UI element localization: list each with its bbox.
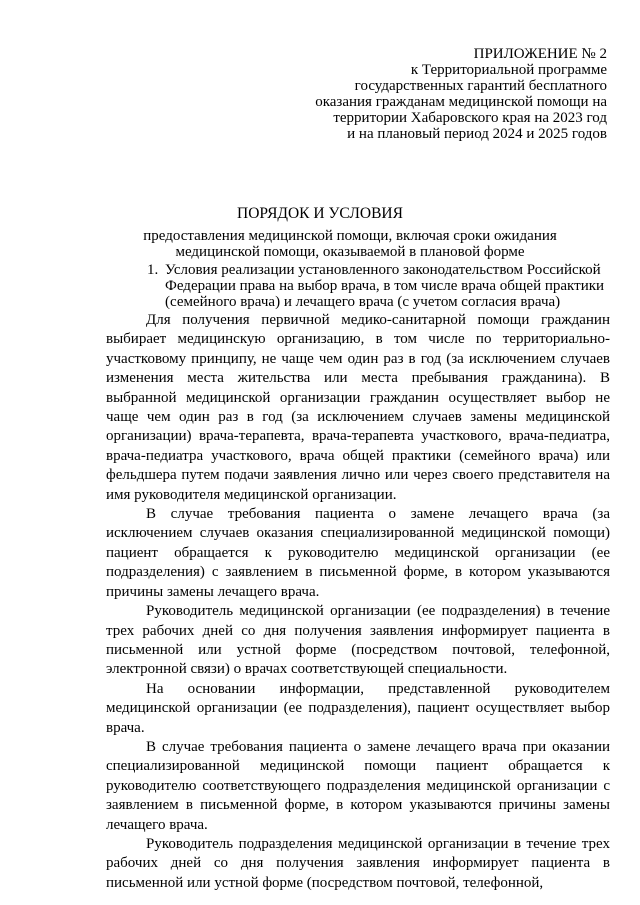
appendix-line: оказания гражданам медицинской помощи на: [315, 94, 607, 110]
document-title: ПОРЯДОК И УСЛОВИЯ: [237, 205, 403, 222]
document-subtitle: предоставления медицинской помощи, включая сроки ожидания медицинской помощи, оказываемой в плановой форме: [143, 228, 557, 260]
appendix-header: [315, 46, 607, 142]
section-heading: [147, 262, 609, 310]
paragraph: Руководитель подразделения медицинской организации в течение трех рабочих дней со дня получения заявления информирует пациента в письменной или устной форме (посредством почтовой, телефонной,: [106, 835, 610, 891]
document-body: [106, 311, 610, 893]
paragraph: Для получения первичной медико-санитарной помощи гражданин выбирает медицинскую организацию, в том числе по территориально-участковому принципу, не чаще чем один раз в год (за исключением случаев изменения места жительства или места пребывания гражданина). В выбранной медицинской организации гражданин осуществляет выбор не чаще чем один раз в год (за исключением случаев замены медицинской организации) врача-терапевта, врача-терапевта участкового, врача-педиатра, врача-педиатра участкового, врача общей практики (семейного врача) или фельдшера путем подачи заявления лично или через своего представителя на имя руководителя медицинской организации.: [106, 312, 610, 503]
section-title: Условия реализации установленного законодательством Российской Федерации права на выбор врача, в том числе врача общей практики (семейного врача) и лечащего врача (с учетом согласия врача): [165, 262, 605, 310]
paragraph: В случае требования пациента о замене лечащего врача при оказании специализированной медицинской помощи пациент обращается к руководителю соответствующего подразделения медицинской организации с заявлением в письменной форме, в котором указываются причины замены лечащего врача.: [106, 738, 610, 833]
appendix-line: территории Хабаровского края на 2023 год: [333, 110, 607, 126]
paragraph: В случае требования пациента о замене лечащего врача (за исключением случаев оказания специализированной медицинской помощи) пациент обращается к руководителю медицинской организации (ее подразделения) с заявлением в письменной форме, в котором указываются причины замены лечащего врача.: [106, 506, 610, 600]
paragraph: На основании информации, представленной руководителем медицинской организации (ее подразделения), пациент осуществляет выбор врача.: [106, 680, 610, 736]
paragraph: Руководитель медицинской организации (ее подразделения) в течение трех рабочих дней со дня получения заявления информирует пациента в письменной или устной форме (посредством почтовой, телефонной, электронной связи) о врачах соответствующей специальности.: [106, 603, 610, 678]
appendix-line: к Территориальной программе: [410, 62, 607, 78]
appendix-line: и на плановый период 2024 и 2025 годов: [347, 126, 607, 142]
section-number: 1.: [147, 262, 159, 278]
appendix-line: ПРИЛОЖЕНИЕ № 2: [473, 46, 607, 62]
appendix-line: государственных гарантий бесплатного: [354, 78, 607, 94]
